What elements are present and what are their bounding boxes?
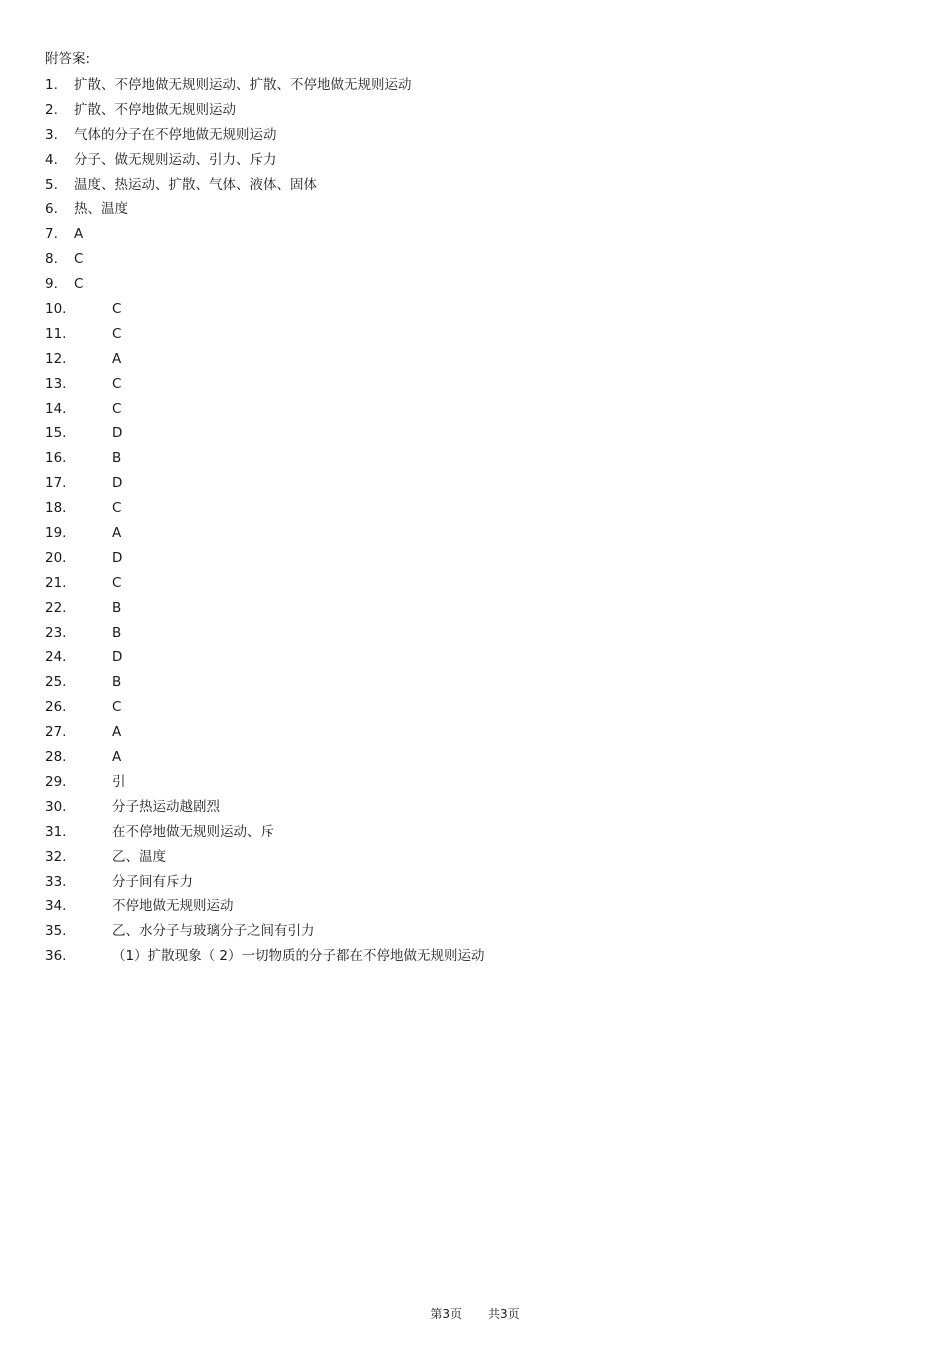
answer-number: 10.	[45, 301, 67, 318]
answer-text: 热、温度	[74, 201, 128, 218]
answer-item	[45, 773, 484, 798]
answer-item	[45, 126, 484, 151]
answer-item	[45, 922, 484, 947]
answer-number: 2.	[45, 101, 58, 118]
answer-item	[45, 748, 484, 773]
answer-number: 21.	[45, 574, 67, 591]
page-total: 共3页	[488, 1307, 520, 1321]
answer-number: 17.	[45, 475, 67, 492]
answer-item	[45, 698, 484, 723]
answer-text: D	[112, 549, 123, 566]
answer-number: 7.	[45, 226, 58, 243]
answer-item	[45, 375, 484, 400]
answer-text: 不停地做无规则运动	[112, 898, 234, 915]
answer-item	[45, 424, 484, 449]
answer-number: 22.	[45, 599, 67, 616]
answer-number: 30.	[45, 798, 67, 815]
answer-item	[45, 176, 484, 201]
answer-item	[45, 873, 484, 898]
answer-item	[45, 648, 484, 673]
answer-item	[45, 300, 484, 325]
answer-text: D	[112, 475, 123, 492]
answer-text: 引	[112, 773, 126, 790]
answer-number: 4.	[45, 151, 58, 168]
answer-item	[45, 524, 484, 549]
answer-number: 3.	[45, 126, 58, 143]
answer-item	[45, 823, 484, 848]
answer-text: C	[112, 699, 122, 716]
answer-number: 12.	[45, 350, 67, 367]
answer-text: 分子热运动越剧烈	[112, 798, 220, 815]
answer-number: 36.	[45, 948, 67, 965]
answer-number: 31.	[45, 823, 67, 840]
answer-text: C	[112, 301, 122, 318]
answer-item	[45, 275, 484, 300]
answer-number: 23.	[45, 624, 67, 641]
answer-text: 在不停地做无规则运动、斥	[112, 823, 274, 840]
answer-item	[45, 798, 484, 823]
answer-item	[45, 474, 484, 499]
answer-number: 1.	[45, 77, 58, 93]
answer-text: 乙、温度	[112, 848, 166, 865]
answer-item	[45, 848, 484, 873]
answer-text: 扩散、不停地做无规则运动	[74, 101, 236, 118]
answer-text: C	[112, 400, 122, 417]
answer-number: 33.	[45, 873, 67, 890]
answer-item	[45, 151, 484, 176]
answer-item	[45, 549, 484, 574]
answer-item	[45, 599, 484, 624]
answer-item	[45, 723, 484, 748]
answer-number: 13.	[45, 375, 67, 392]
answer-number: 20.	[45, 549, 67, 566]
answer-number: 5.	[45, 176, 58, 193]
answer-item	[45, 400, 484, 425]
answer-text: C	[112, 325, 122, 342]
answer-text: C	[112, 375, 122, 392]
answer-item	[45, 101, 484, 126]
answer-text: A	[112, 350, 122, 367]
answer-number: 11.	[45, 325, 67, 342]
answer-text: C	[112, 500, 122, 517]
answer-item	[45, 947, 484, 972]
answer-number: 35.	[45, 923, 67, 940]
answer-number: 18.	[45, 500, 67, 517]
answer-number: 27.	[45, 724, 67, 741]
answer-item	[45, 325, 484, 350]
answer-text: C	[74, 251, 84, 268]
page-number: 第3页	[430, 1307, 462, 1321]
answer-item	[45, 200, 484, 225]
answer-number: 28.	[45, 749, 67, 766]
answer-text: 分子间有斥力	[112, 873, 193, 890]
answer-number: 34.	[45, 898, 67, 915]
answer-number: 29.	[45, 773, 67, 790]
answer-item	[45, 897, 484, 922]
answer-number: 14.	[45, 400, 67, 417]
answer-item	[45, 449, 484, 474]
answer-number: 19.	[45, 525, 67, 542]
answer-text: A	[112, 724, 122, 741]
answer-item	[45, 250, 484, 275]
answer-number: 16.	[45, 450, 67, 467]
answer-item	[45, 673, 484, 698]
answer-item	[45, 624, 484, 649]
answer-number: 24.	[45, 649, 67, 666]
answer-text: 扩散、不停地做无规则运动、扩散、不停地做无规则运动	[74, 77, 412, 93]
answer-text: 分子、做无规则运动、引力、斥力	[74, 151, 277, 168]
answer-text: D	[112, 425, 123, 442]
answers-heading: 附答案:	[45, 51, 91, 67]
answer-item	[45, 499, 484, 524]
answer-text: C	[74, 276, 84, 293]
answer-item	[45, 76, 484, 101]
answer-item	[45, 225, 484, 250]
answer-text: A	[112, 749, 122, 766]
answer-text: B	[112, 450, 122, 467]
answer-number: 25.	[45, 674, 67, 691]
answer-number: 26.	[45, 699, 67, 716]
answer-number: 15.	[45, 425, 67, 442]
answer-number: 8.	[45, 251, 58, 268]
answer-item	[45, 574, 484, 599]
answer-text: C	[112, 574, 122, 591]
answer-text: B	[112, 599, 122, 616]
page-footer	[0, 1306, 950, 1322]
answer-text: 乙、水分子与玻璃分子之间有引力	[112, 923, 315, 940]
answer-number: 32.	[45, 848, 67, 865]
answer-number: 6.	[45, 201, 58, 218]
answer-text: B	[112, 624, 122, 641]
answer-text: B	[112, 674, 122, 691]
answer-number: 9.	[45, 276, 58, 293]
answer-list	[45, 76, 484, 972]
answer-item	[45, 350, 484, 375]
answer-text: （1）扩散现象（ 2）一切物质的分子都在不停地做无规则运动	[112, 948, 485, 965]
answer-text: D	[112, 649, 123, 666]
answer-text: 温度、热运动、扩散、气体、液体、固体	[74, 176, 317, 193]
answer-text: A	[74, 226, 84, 243]
answer-text: A	[112, 525, 122, 542]
answer-text: 气体的分子在不停地做无规则运动	[74, 126, 277, 143]
